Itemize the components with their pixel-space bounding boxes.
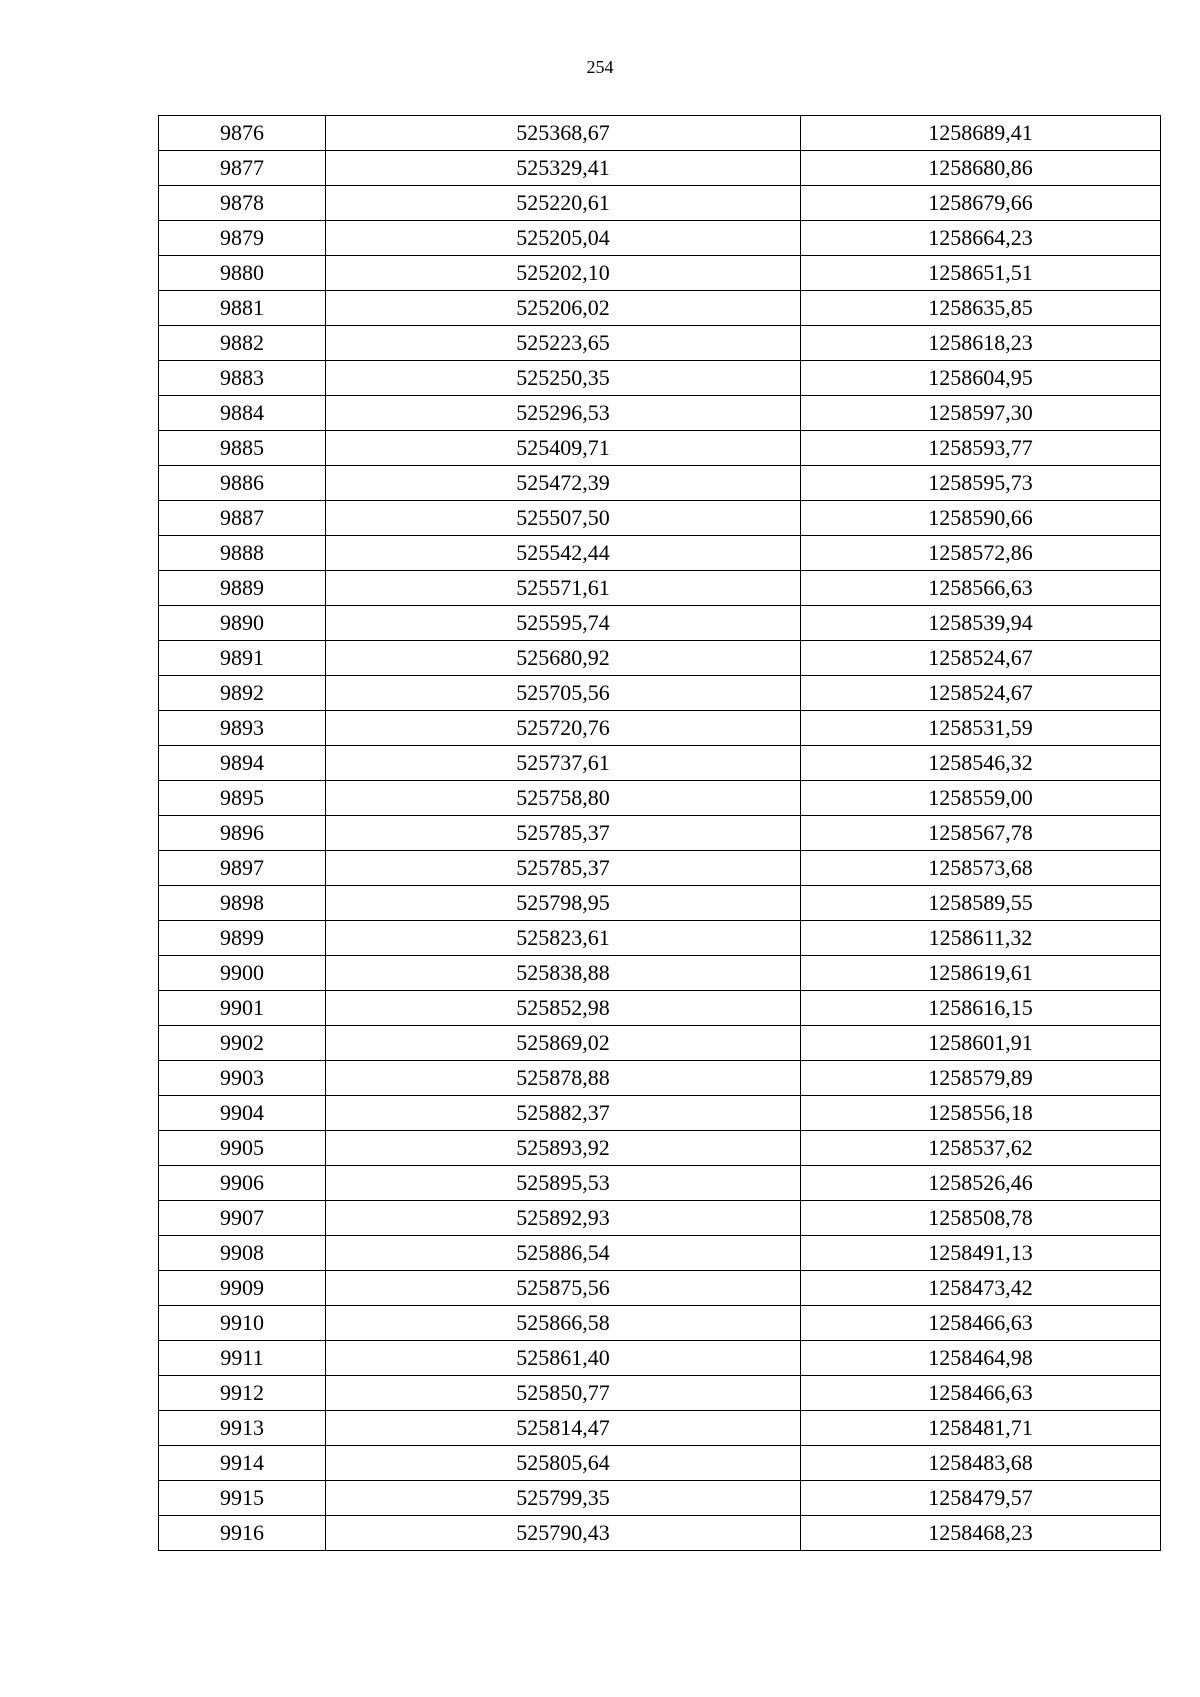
point-number-cell: 9882 [159,326,326,361]
point-number-cell: 9910 [159,1306,326,1341]
table-row [159,1516,1161,1551]
table-row [159,326,1161,361]
y-coordinate-cell: 1258573,68 [801,851,1161,886]
table-row [159,116,1161,151]
page-number: 254 [586,57,614,77]
y-coordinate-cell: 1258611,32 [801,921,1161,956]
point-number-cell: 9914 [159,1446,326,1481]
point-number-cell: 9903 [159,1061,326,1096]
x-coordinate-cell: 525296,53 [326,396,801,431]
x-coordinate-cell: 525814,47 [326,1411,801,1446]
point-number-cell: 9916 [159,1516,326,1551]
x-coordinate-cell: 525206,02 [326,291,801,326]
table-row [159,1271,1161,1306]
table-row [159,186,1161,221]
x-coordinate-cell: 525790,43 [326,1516,801,1551]
x-coordinate-cell: 525895,53 [326,1166,801,1201]
table-row [159,851,1161,886]
y-coordinate-cell: 1258567,78 [801,816,1161,851]
table-row [159,501,1161,536]
point-number-cell: 9895 [159,781,326,816]
y-coordinate-cell: 1258579,89 [801,1061,1161,1096]
y-coordinate-cell: 1258597,30 [801,396,1161,431]
point-number-cell: 9877 [159,151,326,186]
y-coordinate-cell: 1258635,85 [801,291,1161,326]
table-row [159,1061,1161,1096]
x-coordinate-cell: 525785,37 [326,816,801,851]
point-number-cell: 9894 [159,746,326,781]
x-coordinate-cell: 525886,54 [326,1236,801,1271]
y-coordinate-cell: 1258526,46 [801,1166,1161,1201]
table-row [159,676,1161,711]
table-row [159,711,1161,746]
table-row [159,256,1161,291]
y-coordinate-cell: 1258466,63 [801,1306,1161,1341]
x-coordinate-cell: 525823,61 [326,921,801,956]
table-row [159,1306,1161,1341]
point-number-cell: 9884 [159,396,326,431]
x-coordinate-cell: 525250,35 [326,361,801,396]
table-row [159,991,1161,1026]
x-coordinate-cell: 525838,88 [326,956,801,991]
x-coordinate-cell: 525472,39 [326,466,801,501]
x-coordinate-cell: 525542,44 [326,536,801,571]
x-coordinate-cell: 525329,41 [326,151,801,186]
y-coordinate-cell: 1258604,95 [801,361,1161,396]
point-number-cell: 9876 [159,116,326,151]
table-row [159,1236,1161,1271]
table-row [159,291,1161,326]
x-coordinate-cell: 525798,95 [326,886,801,921]
y-coordinate-cell: 1258589,55 [801,886,1161,921]
x-coordinate-cell: 525878,88 [326,1061,801,1096]
point-number-cell: 9900 [159,956,326,991]
table-row [159,221,1161,256]
point-number-cell: 9888 [159,536,326,571]
y-coordinate-cell: 1258593,77 [801,431,1161,466]
point-number-cell: 9909 [159,1271,326,1306]
y-coordinate-cell: 1258524,67 [801,676,1161,711]
coordinates-table-body [159,116,1161,1551]
table-row [159,781,1161,816]
point-number-cell: 9890 [159,606,326,641]
table-row [159,1376,1161,1411]
x-coordinate-cell: 525869,02 [326,1026,801,1061]
x-coordinate-cell: 525368,67 [326,116,801,151]
x-coordinate-cell: 525507,50 [326,501,801,536]
x-coordinate-cell: 525805,64 [326,1446,801,1481]
y-coordinate-cell: 1258572,86 [801,536,1161,571]
table-row [159,606,1161,641]
x-coordinate-cell: 525866,58 [326,1306,801,1341]
y-coordinate-cell: 1258491,13 [801,1236,1161,1271]
point-number-cell: 9915 [159,1481,326,1516]
x-coordinate-cell: 525220,61 [326,186,801,221]
point-number-cell: 9901 [159,991,326,1026]
y-coordinate-cell: 1258539,94 [801,606,1161,641]
table-row [159,1166,1161,1201]
x-coordinate-cell: 525202,10 [326,256,801,291]
x-coordinate-cell: 525893,92 [326,1131,801,1166]
x-coordinate-cell: 525409,71 [326,431,801,466]
x-coordinate-cell: 525737,61 [326,746,801,781]
y-coordinate-cell: 1258619,61 [801,956,1161,991]
point-number-cell: 9899 [159,921,326,956]
point-number-cell: 9908 [159,1236,326,1271]
y-coordinate-cell: 1258483,68 [801,1446,1161,1481]
point-number-cell: 9906 [159,1166,326,1201]
x-coordinate-cell: 525850,77 [326,1376,801,1411]
table-row [159,396,1161,431]
x-coordinate-cell: 525758,80 [326,781,801,816]
table-row [159,466,1161,501]
x-coordinate-cell: 525205,04 [326,221,801,256]
table-row [159,536,1161,571]
y-coordinate-cell: 1258601,91 [801,1026,1161,1061]
point-number-cell: 9897 [159,851,326,886]
point-number-cell: 9879 [159,221,326,256]
point-number-cell: 9905 [159,1131,326,1166]
y-coordinate-cell: 1258537,62 [801,1131,1161,1166]
x-coordinate-cell: 525595,74 [326,606,801,641]
y-coordinate-cell: 1258559,00 [801,781,1161,816]
x-coordinate-cell: 525875,56 [326,1271,801,1306]
x-coordinate-cell: 525799,35 [326,1481,801,1516]
x-coordinate-cell: 525571,61 [326,571,801,606]
point-number-cell: 9883 [159,361,326,396]
x-coordinate-cell: 525861,40 [326,1341,801,1376]
y-coordinate-cell: 1258679,66 [801,186,1161,221]
table-row [159,1096,1161,1131]
y-coordinate-cell: 1258473,42 [801,1271,1161,1306]
table-row [159,1201,1161,1236]
x-coordinate-cell: 525680,92 [326,641,801,676]
y-coordinate-cell: 1258664,23 [801,221,1161,256]
coordinates-table [158,115,1161,1551]
y-coordinate-cell: 1258566,63 [801,571,1161,606]
table-row [159,956,1161,991]
point-number-cell: 9891 [159,641,326,676]
x-coordinate-cell: 525882,37 [326,1096,801,1131]
table-row [159,431,1161,466]
y-coordinate-cell: 1258464,98 [801,1341,1161,1376]
table-row [159,641,1161,676]
table-row [159,816,1161,851]
y-coordinate-cell: 1258590,66 [801,501,1161,536]
point-number-cell: 9912 [159,1376,326,1411]
table-row [159,921,1161,956]
y-coordinate-cell: 1258546,32 [801,746,1161,781]
point-number-cell: 9907 [159,1201,326,1236]
y-coordinate-cell: 1258680,86 [801,151,1161,186]
point-number-cell: 9880 [159,256,326,291]
table-row [159,151,1161,186]
point-number-cell: 9885 [159,431,326,466]
y-coordinate-cell: 1258556,18 [801,1096,1161,1131]
point-number-cell: 9898 [159,886,326,921]
y-coordinate-cell: 1258508,78 [801,1201,1161,1236]
x-coordinate-cell: 525892,93 [326,1201,801,1236]
table-row [159,1446,1161,1481]
table-row [159,1341,1161,1376]
y-coordinate-cell: 1258468,23 [801,1516,1161,1551]
point-number-cell: 9911 [159,1341,326,1376]
point-number-cell: 9886 [159,466,326,501]
point-number-cell: 9893 [159,711,326,746]
x-coordinate-cell: 525852,98 [326,991,801,1026]
table-row [159,571,1161,606]
point-number-cell: 9902 [159,1026,326,1061]
table-row [159,746,1161,781]
y-coordinate-cell: 1258466,63 [801,1376,1161,1411]
point-number-cell: 9913 [159,1411,326,1446]
point-number-cell: 9887 [159,501,326,536]
y-coordinate-cell: 1258618,23 [801,326,1161,361]
point-number-cell: 9892 [159,676,326,711]
table-row [159,1411,1161,1446]
y-coordinate-cell: 1258651,51 [801,256,1161,291]
y-coordinate-cell: 1258595,73 [801,466,1161,501]
table-row [159,1481,1161,1516]
table-row [159,1026,1161,1061]
x-coordinate-cell: 525785,37 [326,851,801,886]
y-coordinate-cell: 1258616,15 [801,991,1161,1026]
table-row [159,1131,1161,1166]
point-number-cell: 9904 [159,1096,326,1131]
x-coordinate-cell: 525223,65 [326,326,801,361]
x-coordinate-cell: 525720,76 [326,711,801,746]
x-coordinate-cell: 525705,56 [326,676,801,711]
y-coordinate-cell: 1258531,59 [801,711,1161,746]
y-coordinate-cell: 1258481,71 [801,1411,1161,1446]
y-coordinate-cell: 1258689,41 [801,116,1161,151]
table-row [159,886,1161,921]
y-coordinate-cell: 1258479,57 [801,1481,1161,1516]
y-coordinate-cell: 1258524,67 [801,641,1161,676]
table-row [159,361,1161,396]
point-number-cell: 9896 [159,816,326,851]
point-number-cell: 9889 [159,571,326,606]
point-number-cell: 9881 [159,291,326,326]
point-number-cell: 9878 [159,186,326,221]
